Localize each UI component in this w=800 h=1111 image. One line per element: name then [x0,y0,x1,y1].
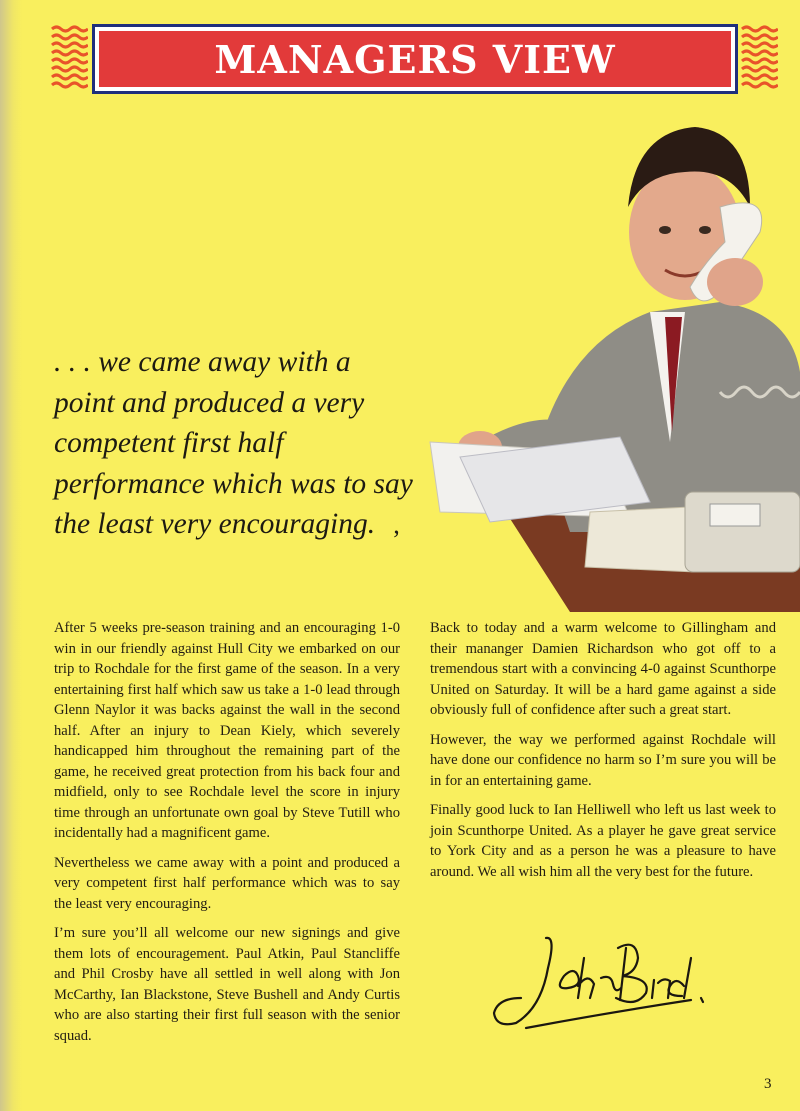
pull-quote [54,342,414,554]
paragraph: Nevertheless we came away with a point and produced a very competent first half performance which was to say the least very encouraging. [54,854,400,912]
title-banner-red [99,31,731,87]
quote-mark: ’ [392,525,401,554]
page-number: 3 [764,1076,772,1092]
page-fold-shadow [0,0,22,1111]
pull-quote-text: . . . we came away with a point and produced a very competent first half performance which was to say the least very encouraging. [54,346,413,541]
article-left-column [54,618,400,1055]
wave-pattern-icon [50,24,88,92]
paragraph: However, the way we performed against Rochdale will have done our confidence no harm so I’m sure you will be in for an entertaining game. [430,731,776,789]
paragraph: I’m sure you’ll all welcome our new signings and give them lots of encouragement. Paul Atkin, Paul Stancliffe and Phil Crosby have all settled in well along with Jon McCarthy, Ian Blackstone, Steve Bushell and Andy Curtis who are also starting their first full season with the senior squad. [54,925,400,1044]
manager-photo [420,112,800,612]
paragraph: Back to today and a warm welcome to Gillingham and their mananger Damien Richardson who got off to a tremendous start with a convincing 4-0 against Scunthorpe United on Saturday. It will be a hard game against a side obviously full of confidence after such a great start. [430,620,776,718]
wave-pattern-icon [740,24,778,92]
page-title: MANAGERS VIEW [214,36,616,82]
article-right-column [430,618,776,891]
title-banner [92,24,738,94]
paragraph: Finally good luck to Ian Helliwell who left us last week to join Scunthorpe United. As a player he gave great service to York City and as a person he was a pleasure to have around. We all wish him all the very best for the future. [430,802,776,880]
paragraph: After 5 weeks pre-season training and an encouraging 1-0 win in our friendly against Hull City we embarked on our trip to Rochdale for the first game of the season. In a very entertaining first half which saw us take a 1-0 lead through Glenn Naylor it was backs against the wall in the second half. After an injury to Dean Kiely, which severely handicapped him throughout the remaining part of the game, he received great protection from his back four and midfield, only to see Rochdale level the score in injury time through an unfortunate own goal by Steve Tutill who incidentally had a magnificent game. [54,620,400,841]
signature [486,928,716,1038]
